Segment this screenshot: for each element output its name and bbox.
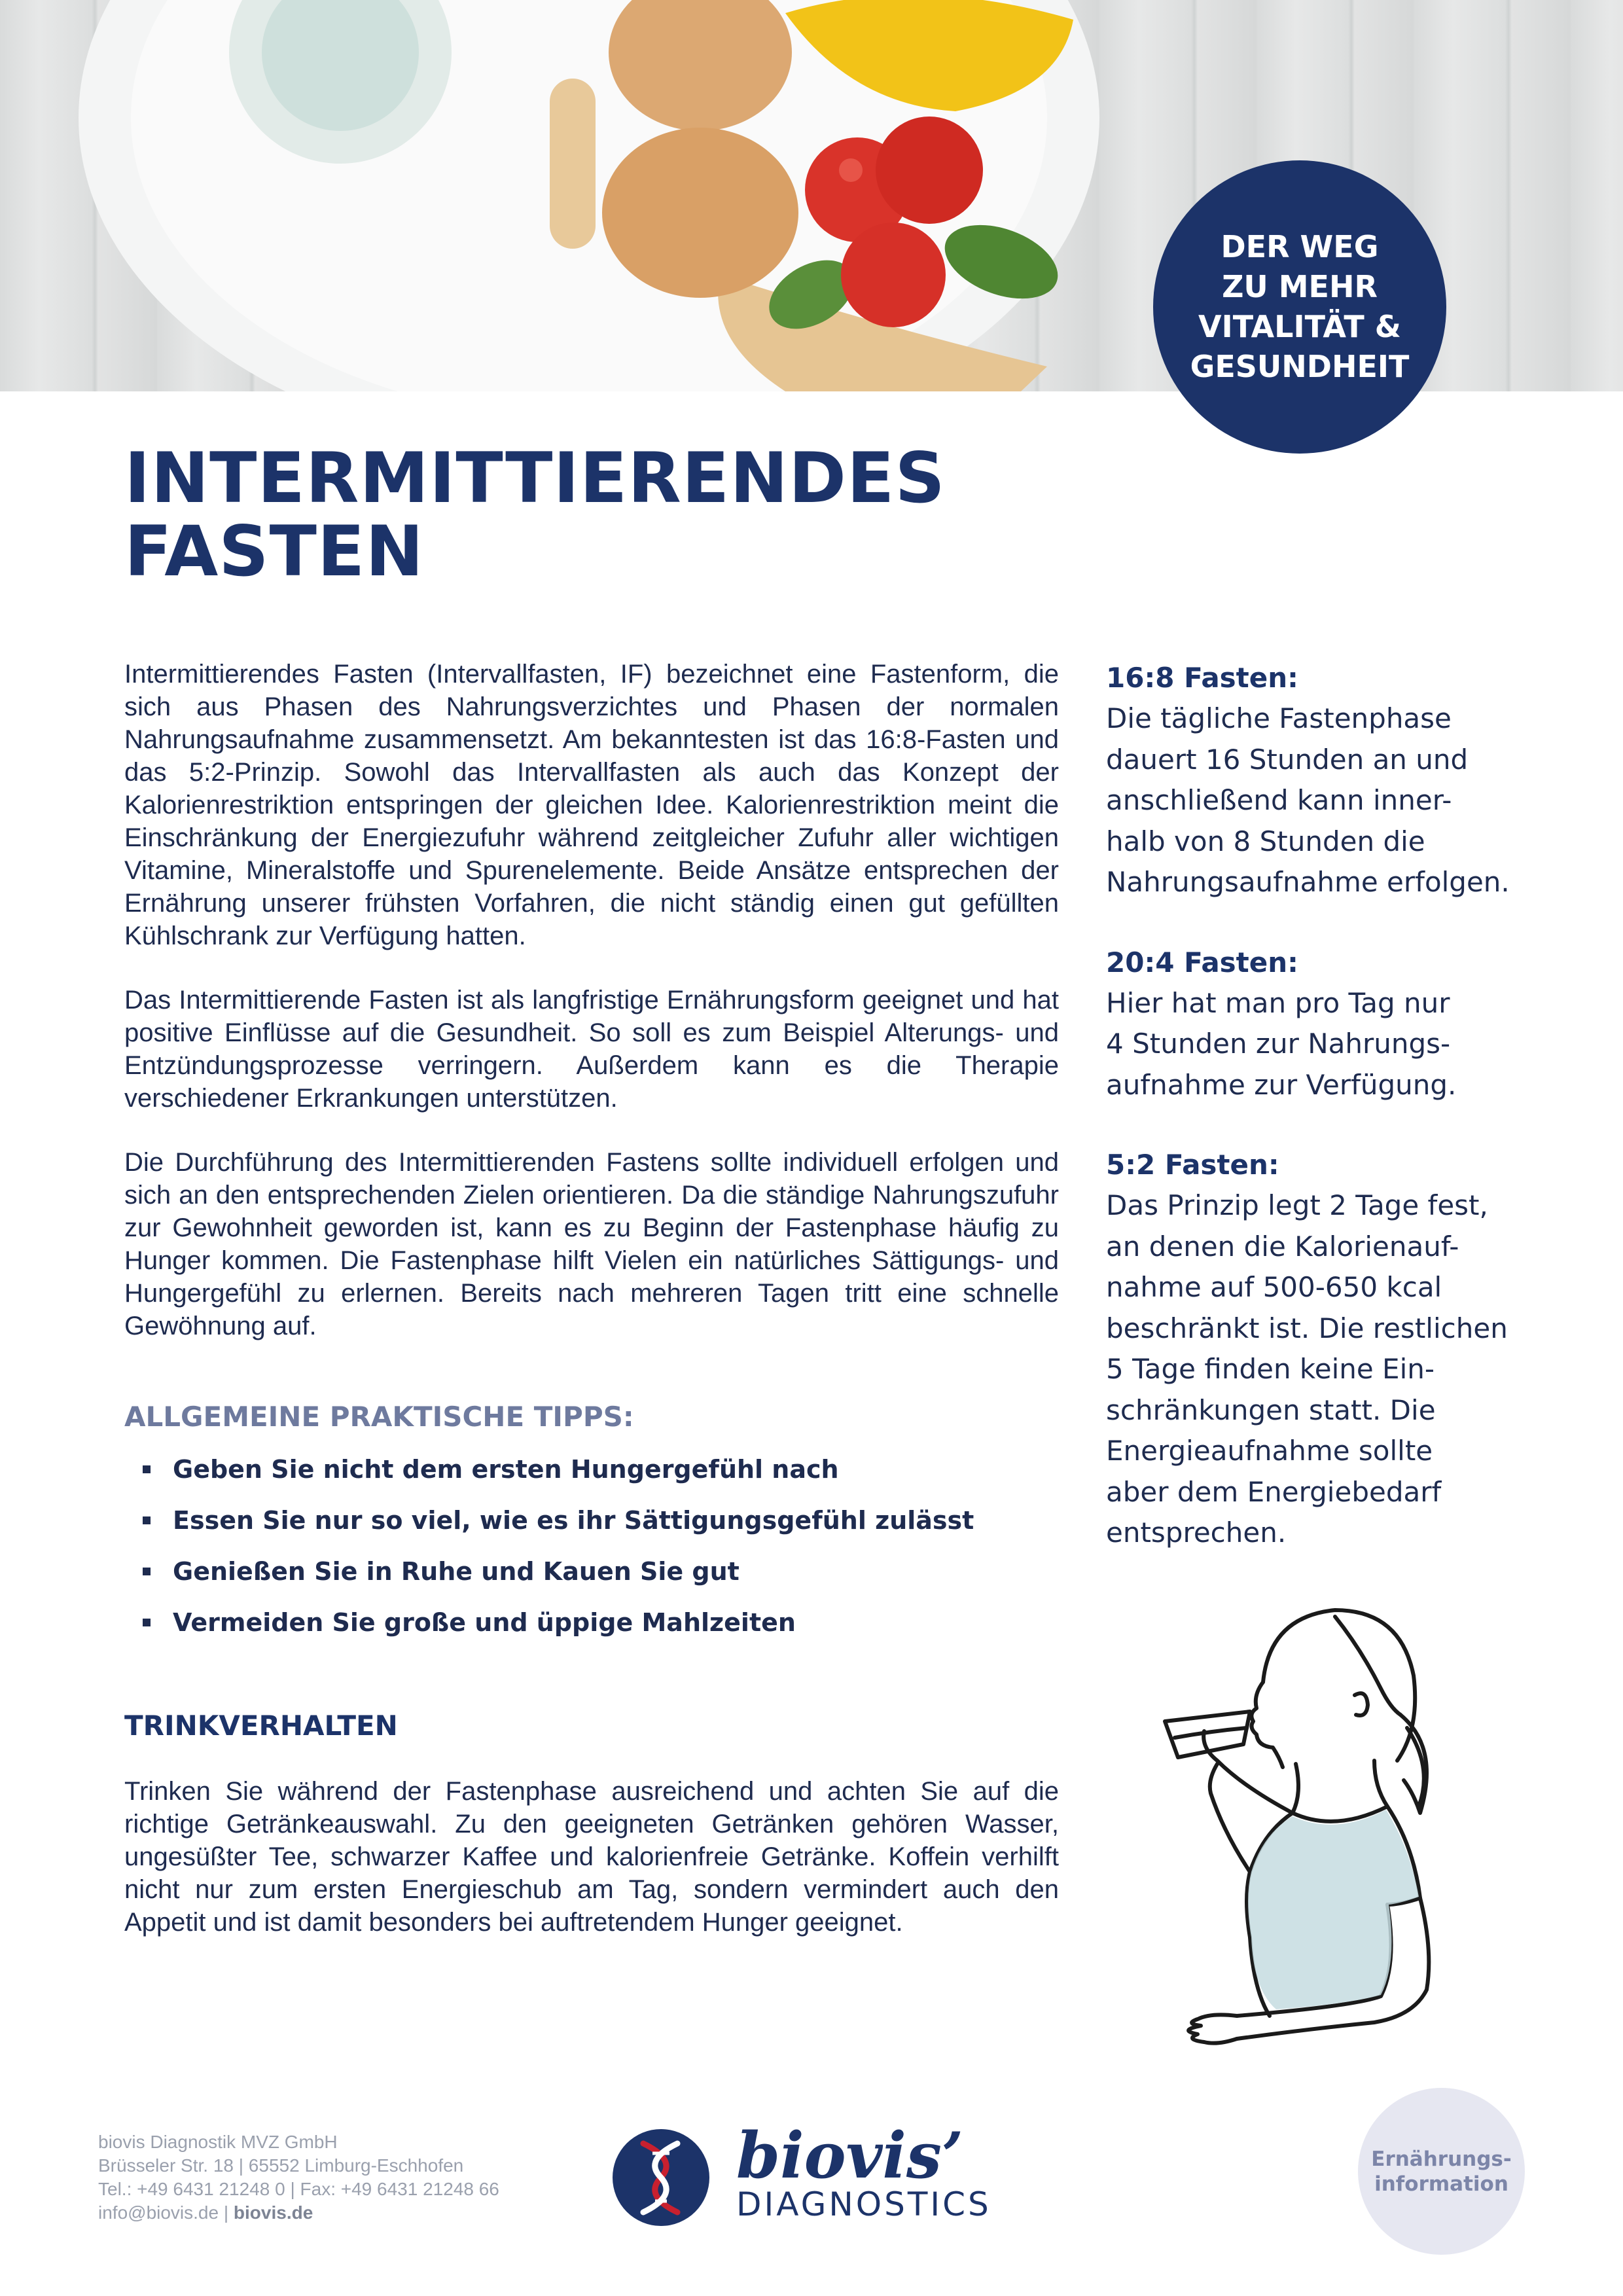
street-address: Brüsseler Str. 18 | 65552 Limburg-Eschhofen	[98, 2155, 464, 2176]
method-line: Nahrungsaufnahme erfolgen.	[1106, 866, 1510, 898]
method-line: schränkungen statt. Die	[1106, 1393, 1436, 1426]
bullet-icon	[143, 1516, 151, 1524]
method-line: aber dem Energiebedarf	[1106, 1475, 1442, 1508]
tip-item	[143, 1606, 974, 1657]
drinking-paragraph: Trinken Sie während der Fastenphase ausreichend und achten Sie auf die richtige Getränkeauswahl. Zu den geeigneten Getränken gehören Wasser, ungesüßter Tee, schwarzer Kaffee und kalorienfreie Getränke. Koffein verhilft nicht nur zum ersten Energieschub am Tag, sondern vermindert auch den Appetit und ist damit besonders bei auftretendem Hunger geeignet.	[124, 1777, 1059, 1937]
tip-item	[143, 1555, 974, 1606]
badge-line: DER WEG	[1221, 229, 1379, 264]
bullet-icon	[143, 1465, 151, 1473]
method-line: Die tägliche Fastenphase	[1106, 702, 1452, 734]
main-text	[124, 658, 1059, 1374]
badge-line: ZU MEHR	[1222, 269, 1378, 304]
benefits-paragraph: Das Intermittierende Fasten ist als langfristige Ernährungsform geeignet und hat positive Einflüsse auf die Gesundheit. So soll es zum Beispiel Alterungs- und Entzündungsprozesse verringern. Außerdem kann es die Therapie verschiedener Erkrankungen unterstützen.	[124, 986, 1059, 1113]
drinking-heading: TRINKVERHALTEN	[124, 1710, 398, 1742]
fasting-methods-sidebar	[1106, 658, 1551, 1593]
category-line: Ernährungs-	[1371, 2147, 1512, 2171]
method-line: an denen die Kalorienauf-	[1106, 1230, 1459, 1263]
method-heading: 20:4 Fasten:	[1106, 946, 1298, 978]
method-20-4	[1106, 942, 1551, 1106]
tip-text: Genießen Sie in Ruhe und Kauen Sie gut	[173, 1557, 740, 1586]
footer-address	[98, 2130, 499, 2225]
badge-line: GESUNDHEIT	[1190, 349, 1410, 384]
contact-line	[98, 2201, 499, 2225]
bullet-icon	[143, 1619, 151, 1626]
tip-text: Vermeiden Sie große und üppige Mahlzeiten	[173, 1608, 796, 1637]
method-line: entsprechen.	[1106, 1516, 1287, 1549]
method-line: Energieaufnahme sollte	[1106, 1435, 1433, 1467]
method-heading: 5:2 Fasten:	[1106, 1149, 1279, 1181]
method-line: 4 Stunden zur Nahrungs-	[1106, 1028, 1451, 1060]
tip-item	[143, 1453, 974, 1504]
title-line: INTERMITTIERENDES	[124, 438, 946, 518]
method-line: Hier hat man pro Tag nur	[1106, 986, 1450, 1019]
separator: |	[219, 2202, 234, 2223]
badge-line: VITALITÄT &	[1198, 309, 1401, 344]
tips-heading: ALLGEMEINE PRAKTISCHE TIPPS:	[124, 1401, 634, 1433]
method-line: anschließend kann inner-	[1106, 784, 1452, 816]
drinking-section	[124, 1775, 1059, 1970]
title-line: FASTEN	[124, 511, 425, 592]
method-16-8	[1106, 658, 1551, 903]
email-link[interactable]: info@biovis.de	[98, 2202, 219, 2223]
method-line: nahme auf 500-650 kcal	[1106, 1271, 1442, 1303]
tip-item	[143, 1504, 974, 1555]
company-name: biovis Diagnostik MVZ GmbH	[98, 2132, 338, 2152]
bullet-icon	[143, 1568, 151, 1575]
website-link[interactable]: biovis.de	[233, 2202, 313, 2223]
intro-paragraph: Intermittierendes Fasten (Intervallfasten, IF) bezeichnet eine Fastenform, die sich aus Phasen des Nahrungsverzichtes und Phasen der normalen Nahrungsaufnahme zusammensetzt. Am bekanntesten ist das 16:8-Fasten und das 5:2-Prinzip. Sowohl das Intervallfasten als auch das Konzept der Kalorienrestriktion entspringen der gleichen Idee. Kalorienrestriktion meint die Einschränkung der Energiezufuhr während zeitgleicher Zufuhr aller wichtigen Vitamine, Mineralstoffe und Spurenelemente. Beide Ansätze entsprechen der Ernährung unserer frühsten Vorfahren, die nicht ständig einen gut gefüllten Kühlschrank zur Verfügung hatten.	[124, 660, 1059, 950]
method-line: aufnahme zur Verfügung.	[1106, 1068, 1457, 1101]
method-line: halb von 8 Stunden die	[1106, 825, 1425, 857]
category-line: information	[1374, 2172, 1508, 2196]
method-line: beschränkt ist. Die restlichen	[1106, 1312, 1508, 1344]
logo-subtitle: DIAGNOSTICS	[736, 2185, 991, 2223]
woman-drinking-illustration	[1139, 1597, 1440, 2081]
dna-logo-icon	[612, 2124, 717, 2229]
method-description	[1106, 698, 1551, 903]
method-5-2	[1106, 1145, 1551, 1554]
slogan-badge	[1153, 160, 1446, 454]
category-badge	[1358, 2088, 1525, 2255]
logo-wordmark: biovis’	[736, 2119, 964, 2193]
tips-list	[143, 1453, 974, 1657]
phone-fax: Tel.: +49 6431 21248 0 | Fax: +49 6431 21248 66	[98, 2179, 499, 2199]
practice-paragraph: Die Durchführung des Intermittierenden Fastens sollte individuell erfolgen und sich an den entsprechenden Zielen orientieren. Da die ständige Nahrungszufuhr zur Gewohnheit geworden ist, kann es zu Beginn der Fastenphase häufig zu Hunger kommen. Die Fastenphase hilft Vielen ein natürliches Sättigungs- und Hungergefühl zu erlernen. Bereits nach mehreren Tagen tritt eine schnelle Gewöhnung auf.	[124, 1148, 1059, 1340]
method-line: 5 Tage finden keine Ein-	[1106, 1353, 1435, 1385]
biovis-logo	[612, 2119, 1018, 2225]
tip-text: Geben Sie nicht dem ersten Hungergefühl nach	[173, 1455, 839, 1484]
method-description	[1106, 983, 1551, 1106]
method-line: dauert 16 Stunden an und	[1106, 743, 1469, 776]
page-title	[124, 438, 1106, 592]
method-description	[1106, 1185, 1551, 1554]
tip-text: Essen Sie nur so viel, wie es ihr Sättigungsgefühl zulässt	[173, 1506, 974, 1535]
method-line: Das Prinzip legt 2 Tage fest,	[1106, 1189, 1488, 1221]
method-heading: 16:8 Fasten:	[1106, 662, 1298, 694]
